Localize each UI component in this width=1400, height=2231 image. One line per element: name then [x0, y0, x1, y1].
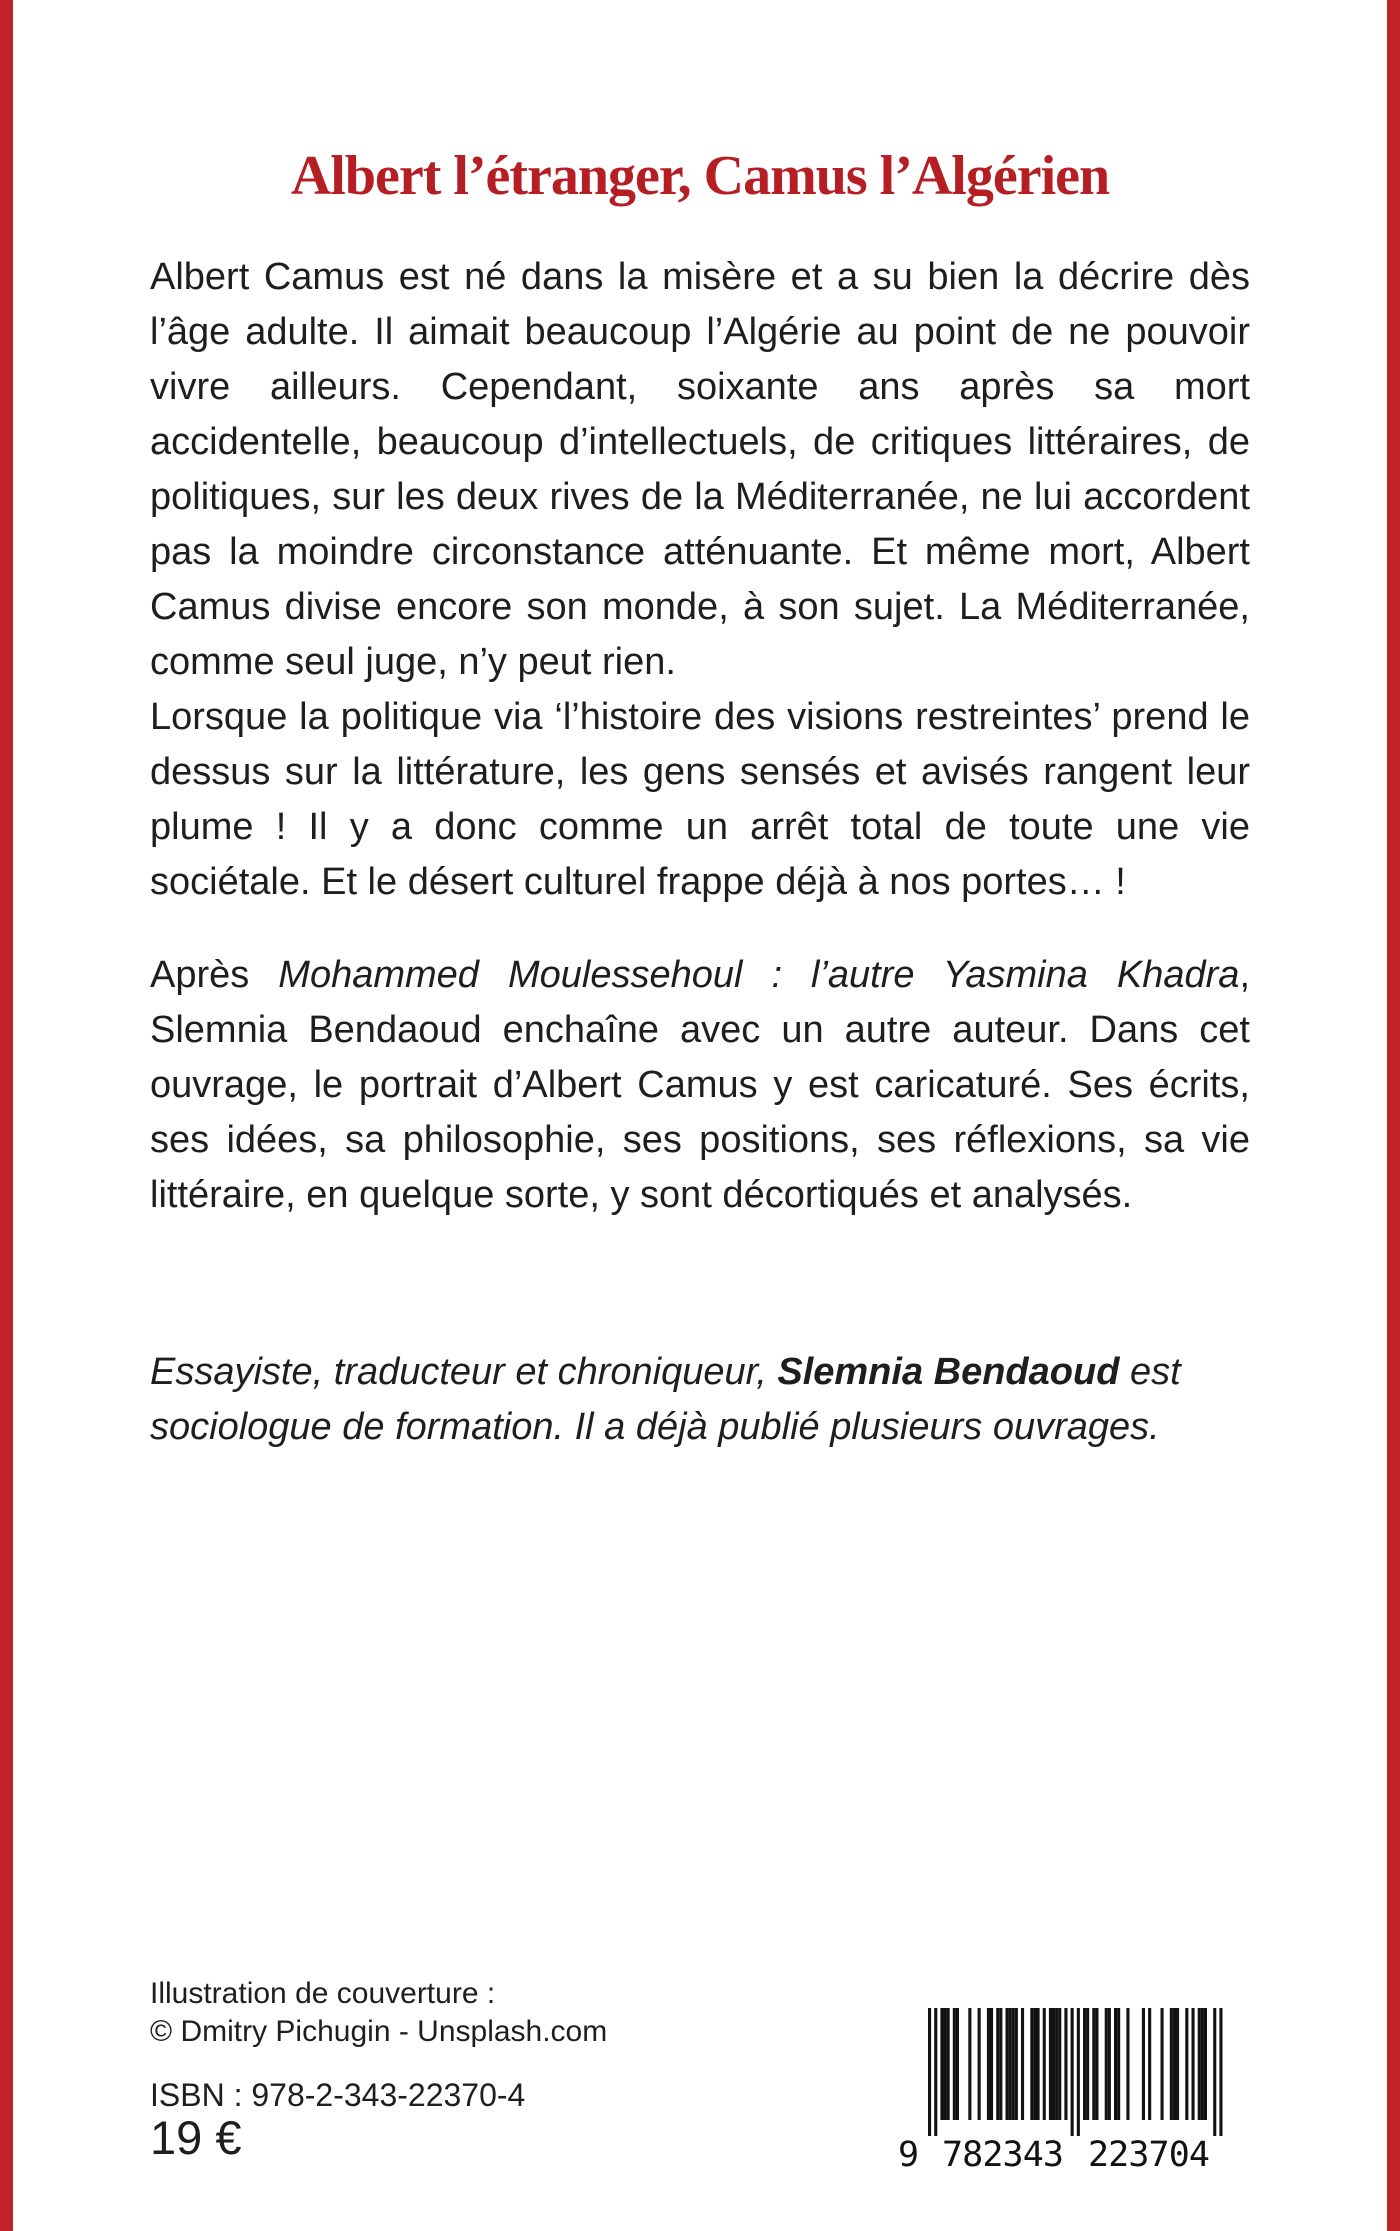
barcode-bar	[1108, 2008, 1111, 2120]
barcode-bar	[1086, 2008, 1089, 2120]
barcode-bar	[1030, 2008, 1033, 2120]
synopsis-paragraph-2	[150, 690, 1250, 910]
barcode-bar	[1006, 2008, 1009, 2120]
text-run: Essayiste, traducteur et chroniqueur,	[150, 1351, 778, 1393]
barcode-bar	[1198, 2008, 1201, 2120]
text-run: Mohammed Moulessehoul : l’autre Yasmina Khadra	[278, 954, 1240, 996]
text-run: Lorsque la politique via ‘l’histoire des visions restreintes’ prend le dessus sur la littérature, les gens sensés et avisés rangent leur plume ! Il y a donc comme un arrêt total de toute une vie sociétale. Et le désert culturel frappe déjà à nos portes… !	[150, 696, 1250, 903]
barcode-bar	[1049, 2008, 1052, 2120]
left-edge-red-bar	[0, 0, 13, 2231]
barcode-bar	[1043, 2008, 1046, 2120]
text-run: est sociologue de formation. Il a déjà publié plusieurs ouvrages.	[150, 1351, 1181, 1448]
barcode-bar	[1201, 2008, 1204, 2120]
barcode-bar	[944, 2008, 947, 2120]
barcode-bar	[934, 2008, 937, 2136]
barcode-digits-group1: 782343	[942, 2135, 1064, 2174]
synopsis-block	[150, 250, 1250, 1223]
barcode-bar	[1185, 2008, 1188, 2120]
barcode-bar	[953, 2008, 956, 2120]
barcode-bars	[928, 2008, 1223, 2136]
illustration-credit-label: Illustration de couverture :	[150, 1977, 496, 2010]
barcode-bar	[999, 2008, 1002, 2120]
barcode-bar	[1126, 2008, 1129, 2120]
barcode-bar	[987, 2008, 990, 2120]
barcode-bar	[1021, 2008, 1024, 2120]
barcode-bar	[1213, 2008, 1216, 2136]
barcode-bar	[956, 2008, 959, 2120]
barcode-bar	[947, 2008, 950, 2120]
barcode-bar	[990, 2008, 993, 2120]
barcode-bar	[1161, 2008, 1164, 2120]
barcode-bar	[1058, 2008, 1061, 2120]
barcode-bar	[1173, 2008, 1176, 2120]
barcode-bar	[1009, 2008, 1012, 2120]
barcode-bar	[928, 2008, 931, 2136]
barcode-bar	[1077, 2008, 1080, 2136]
barcode-bar	[1148, 2008, 1151, 2120]
barcode-bar	[940, 2008, 943, 2120]
illustration-credit-author: © Dmitry Pichugin - Unsplash.com	[150, 2015, 608, 2048]
barcode-bar	[1012, 2008, 1015, 2120]
text-run: Slemnia Bendaoud	[777, 1351, 1120, 1393]
book-title: Albert l’étranger, Camus l’Algérien	[290, 144, 1110, 207]
author-bio-note	[150, 1345, 1250, 1455]
barcode-bar	[1064, 2008, 1067, 2120]
barcode-bar	[968, 2008, 971, 2120]
text-run: Après	[150, 954, 279, 996]
right-edge-red-bar	[1387, 0, 1400, 2231]
barcode-bar	[1142, 2008, 1145, 2120]
barcode-bar	[1055, 2008, 1058, 2120]
barcode-bar	[1052, 2008, 1055, 2120]
barcode-bar	[996, 2008, 999, 2120]
barcode-bar	[1095, 2008, 1098, 2120]
ean13-barcode	[896, 2008, 1236, 2174]
barcode-bar	[1037, 2008, 1040, 2120]
synopsis-paragraph-3	[150, 948, 1250, 1223]
barcode-bar	[1204, 2008, 1207, 2120]
barcode-bar	[1117, 2008, 1120, 2120]
barcode-digits-group2: 223704	[1088, 2135, 1210, 2174]
barcode-bar	[1105, 2008, 1108, 2120]
text-run: , Slemnia Bendaoud enchaîne avec un autre auteur. Dans cet ouvrage, le portrait d’Albert Camus y est caricaturé. Ses écrits, ses idées, sa philosophie, ses positions, ses réflexions, sa vie littéraire, en quelque sorte, y sont décortiqués et analysés.	[150, 954, 1251, 1216]
barcode-digit-9: 9	[898, 2135, 920, 2174]
synopsis-paragraph-1	[150, 250, 1250, 690]
barcode-bar	[1071, 2008, 1074, 2136]
price-text: 19 €	[150, 2111, 242, 2164]
barcode-bar	[1015, 2008, 1018, 2120]
barcode-bar	[1083, 2008, 1086, 2120]
barcode-bar	[978, 2008, 981, 2120]
barcode-bar	[1176, 2008, 1179, 2120]
barcode-bar	[1092, 2008, 1095, 2120]
barcode-bar	[1219, 2008, 1222, 2136]
barcode-bar	[1033, 2008, 1036, 2120]
barcode-bar	[1170, 2008, 1173, 2120]
isbn-text: ISBN : 978-2-343-22370-4	[150, 2077, 526, 2113]
text-run: Albert Camus est né dans la misère et a su bien la décrire dès l’âge adulte. Il aimait beaucoup l’Algérie au point de ne pouvoir vivre ailleurs. Cependant, soixante ans après sa mort accidentelle, beaucoup d’intellectuels, de critiques littéraires, de politiques, sur les deux rives de la Méditerranée, ne lui accordent pas la moindre circonstance atténuante. Et même mort, Albert Camus divise encore son monde, à son sujet. La Méditerranée, comme seul juge, n’y peut rien.	[150, 256, 1250, 683]
barcode-bar	[1114, 2008, 1117, 2120]
barcode-bar	[1192, 2008, 1195, 2120]
